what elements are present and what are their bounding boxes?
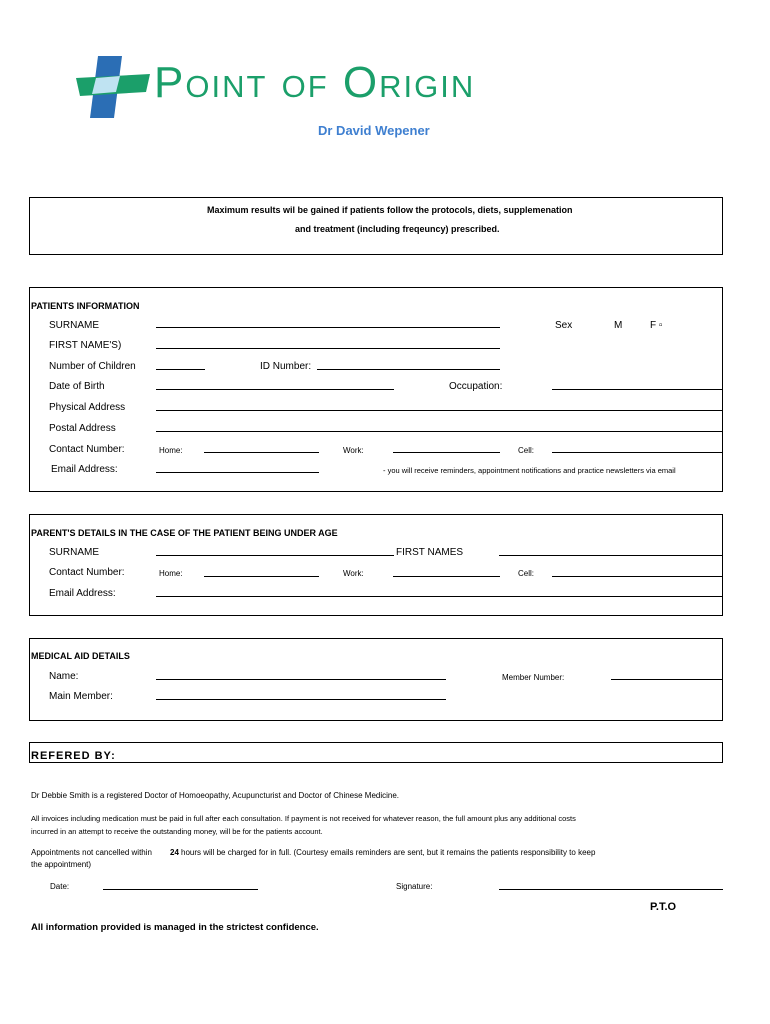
num-children-field[interactable] bbox=[156, 369, 205, 370]
invoice-text-1: All invoices including medication must be paid in full after each consultation. If payment is not received for whatever reason, the full amount plus any additional costs bbox=[31, 814, 576, 823]
main-member-label: Main Member: bbox=[49, 691, 113, 702]
notice-line-1: Maximum results wil be gained if patients follow the protocols, diets, supplemenation bbox=[207, 205, 573, 215]
parent-surname-field[interactable] bbox=[156, 555, 394, 556]
medical-section-title: MEDICAL AID DETAILS bbox=[31, 651, 130, 661]
doctor-name: Dr David Wepener bbox=[318, 123, 430, 138]
physical-address-field[interactable] bbox=[156, 410, 723, 411]
doctor-registration-text: Dr Debbie Smith is a registered Doctor of Homoeopathy, Acupuncturist and Doctor of Chinese Medicine. bbox=[31, 791, 400, 800]
refered-by-label: REFERED BY: bbox=[31, 750, 116, 762]
signature-field[interactable] bbox=[499, 889, 723, 890]
parent-contact-label: Contact Number: bbox=[49, 567, 125, 578]
parent-cell-field[interactable] bbox=[552, 576, 723, 577]
parent-email-label: Email Address: bbox=[49, 588, 116, 599]
id-number-label: ID Number: bbox=[260, 361, 312, 372]
confidentiality-note: All information provided is managed in the strictest confidence. bbox=[31, 922, 319, 933]
parent-first-names-label: FIRST NAMES bbox=[396, 547, 464, 558]
contact-number-label: Contact Number: bbox=[49, 444, 125, 455]
date-field[interactable] bbox=[103, 889, 258, 890]
cell-label: Cell: bbox=[518, 446, 535, 455]
email-field[interactable] bbox=[156, 472, 319, 473]
member-number-field[interactable] bbox=[611, 679, 723, 680]
sex-m-option[interactable]: M bbox=[614, 320, 623, 331]
physical-address-label: Physical Address bbox=[49, 402, 126, 413]
parent-work-label: Work: bbox=[343, 569, 364, 578]
notice-line-2: and treatment (including freqeuncy) prescribed. bbox=[295, 224, 500, 234]
home-phone-field[interactable] bbox=[204, 452, 319, 453]
refered-by-box[interactable] bbox=[29, 742, 723, 763]
main-member-field[interactable] bbox=[156, 699, 446, 700]
cancellation-text-1b: hours will be charged for in full. (Courtesy emails reminders are sent, but it remains the patients responsibility to keep bbox=[181, 848, 596, 857]
occupation-label: Occupation: bbox=[449, 381, 503, 392]
dob-field[interactable] bbox=[156, 389, 394, 390]
logo-cross-icon bbox=[76, 56, 150, 118]
date-label: Date: bbox=[50, 882, 70, 891]
num-children-label: Number of Children bbox=[49, 361, 136, 372]
postal-address-label: Postal Address bbox=[49, 423, 116, 434]
postal-address-field[interactable] bbox=[156, 431, 723, 432]
surname-label: SURNAME bbox=[49, 320, 100, 331]
patient-section-title: PATIENTS INFORMATION bbox=[31, 301, 140, 311]
signature-label: Signature: bbox=[396, 882, 433, 891]
cell-phone-field[interactable] bbox=[552, 452, 723, 453]
sex-f-option[interactable]: F ▫ bbox=[650, 320, 663, 331]
member-number-label: Member Number: bbox=[502, 673, 565, 682]
occupation-field[interactable] bbox=[552, 389, 723, 390]
first-names-field[interactable] bbox=[156, 348, 500, 349]
parent-work-field[interactable] bbox=[393, 576, 500, 577]
sex-label: Sex bbox=[555, 320, 573, 331]
id-number-field[interactable] bbox=[317, 369, 500, 370]
medical-name-label: Name: bbox=[49, 671, 79, 682]
surname-field[interactable] bbox=[156, 327, 500, 328]
parent-cell-label: Cell: bbox=[518, 569, 535, 578]
cancellation-hours: 24 bbox=[170, 848, 179, 857]
email-label: Email Address: bbox=[51, 464, 118, 475]
home-label: Home: bbox=[159, 446, 183, 455]
parent-first-names-field[interactable] bbox=[499, 555, 723, 556]
cancellation-text-2: the appointment) bbox=[31, 860, 92, 869]
parent-section-title: PARENT'S DETAILS IN THE CASE OF THE PATIENT BEING UNDER AGE bbox=[31, 528, 338, 538]
parent-home-field[interactable] bbox=[204, 576, 319, 577]
medical-name-field[interactable] bbox=[156, 679, 446, 680]
email-note: - you will receive reminders, appointment notifications and practice newsletters via email bbox=[383, 466, 676, 475]
work-label: Work: bbox=[343, 446, 364, 455]
first-names-label: FIRST NAME'S) bbox=[49, 340, 122, 351]
pto-label: P.T.O bbox=[650, 901, 677, 913]
work-phone-field[interactable] bbox=[393, 452, 500, 453]
parent-home-label: Home: bbox=[159, 569, 183, 578]
dob-label: Date of Birth bbox=[49, 381, 105, 392]
cancellation-text-1a: Appointments not cancelled within bbox=[31, 848, 152, 857]
invoice-text-2: incurred in an attempt to receive the outstanding money, will be for the patients account. bbox=[31, 827, 323, 836]
brand-logo-text: Point of Origin bbox=[154, 58, 476, 107]
parent-email-field[interactable] bbox=[156, 596, 723, 597]
parent-surname-label: SURNAME bbox=[49, 547, 100, 558]
